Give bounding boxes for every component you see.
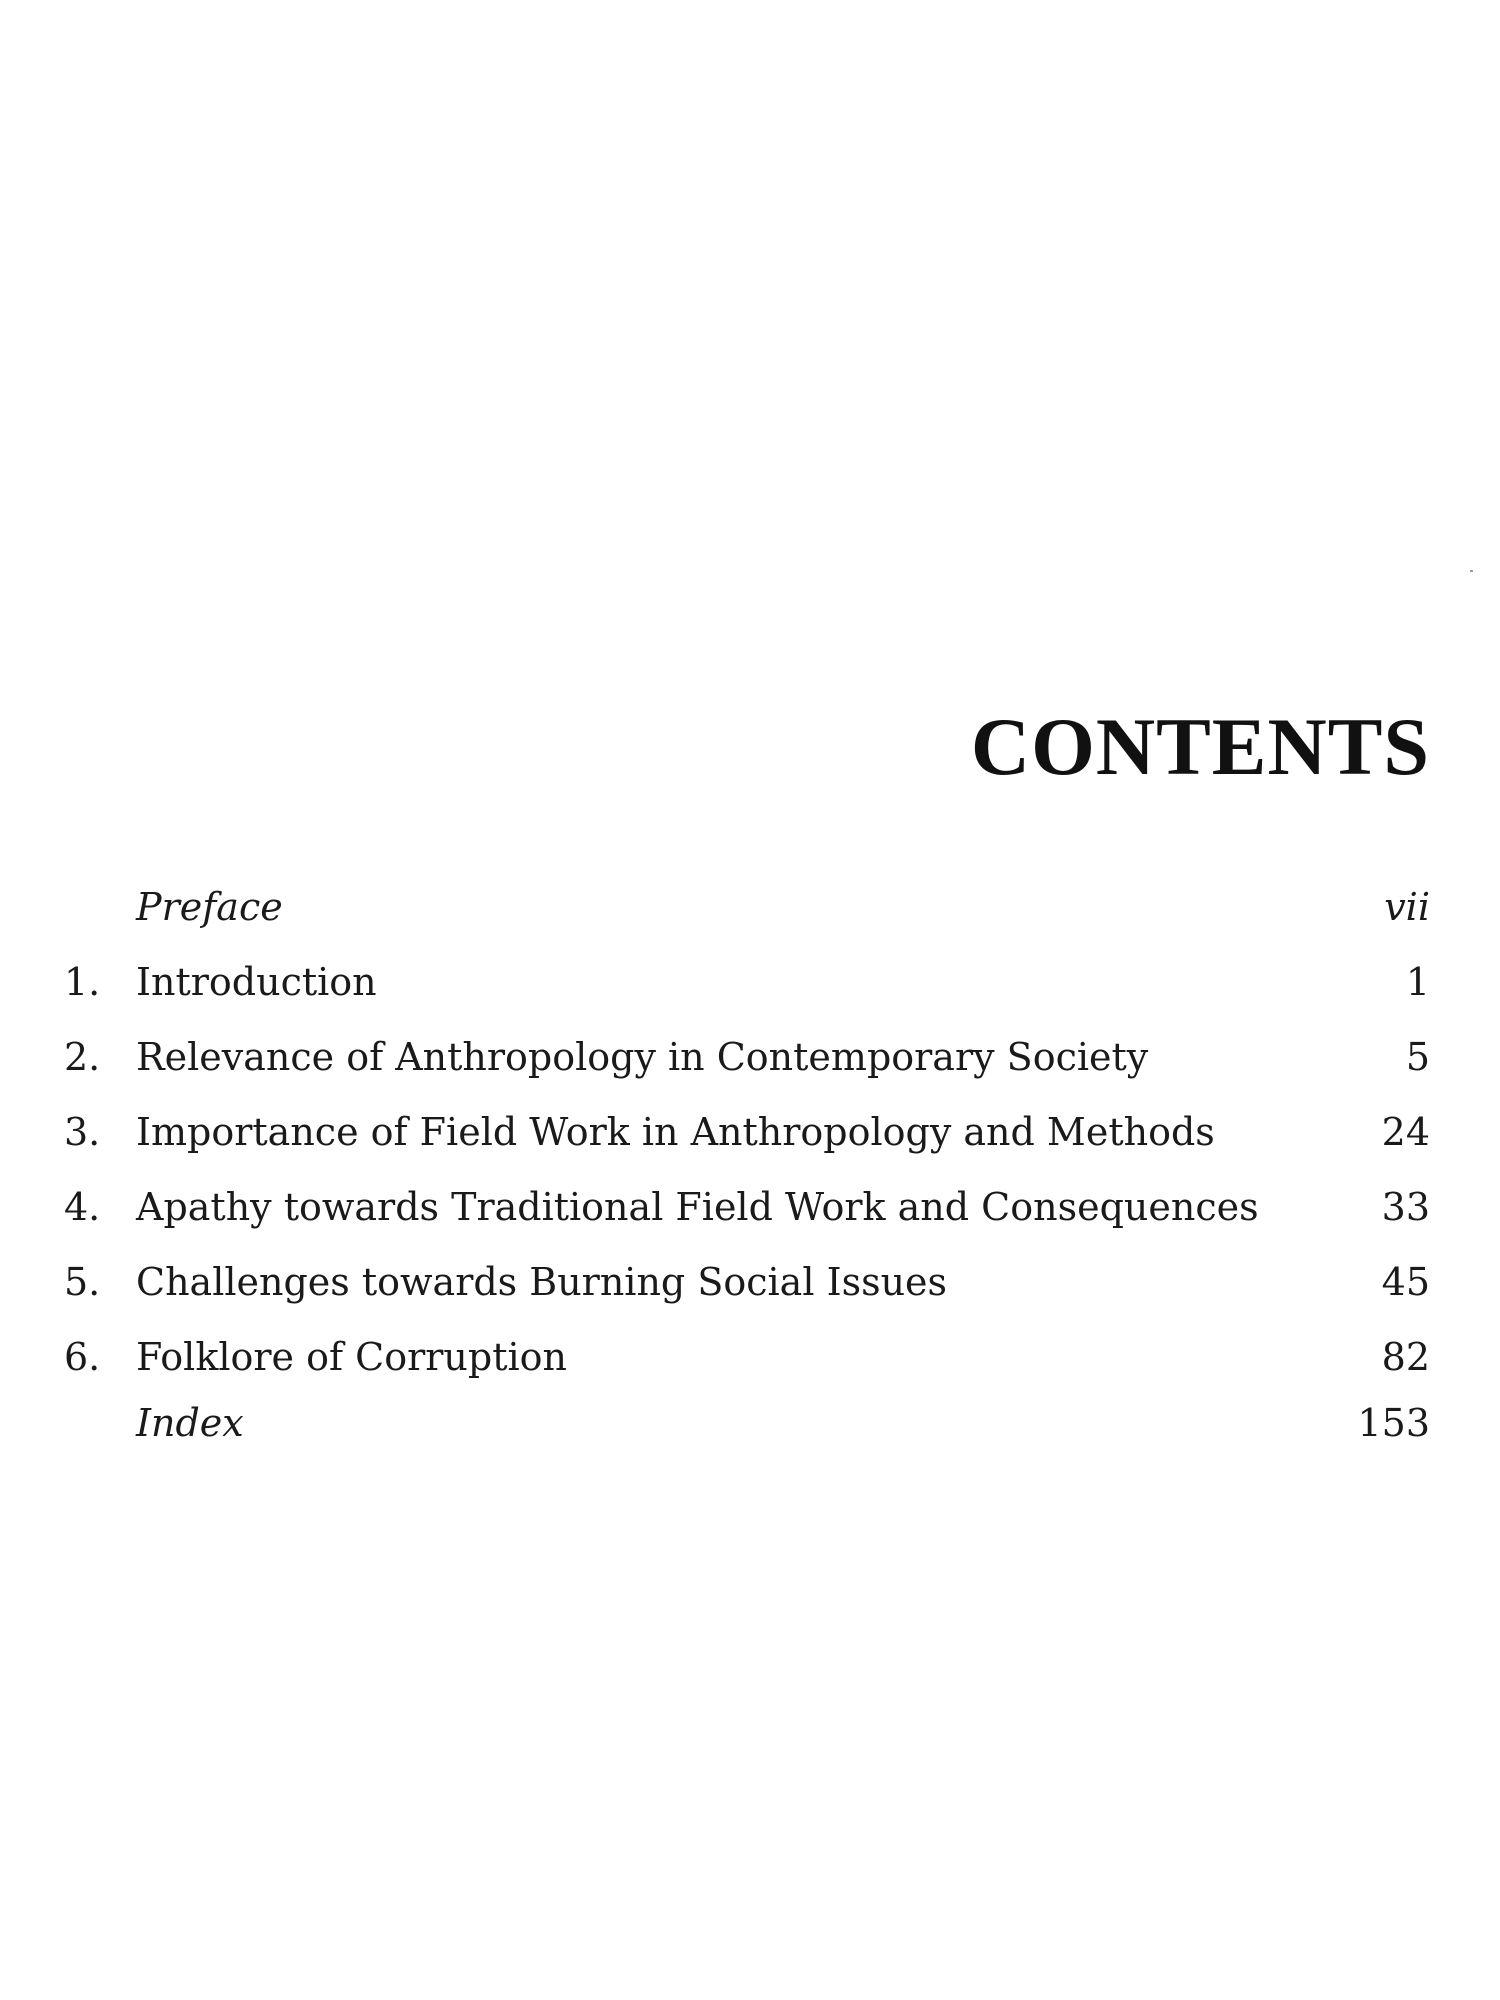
- toc-entry-number: 6.: [64, 1335, 101, 1379]
- toc-entry-1: [64, 945, 1430, 1020]
- toc-entry-page: 153: [1357, 1401, 1430, 1445]
- scan-speck: [1470, 570, 1473, 572]
- toc-entry-title: Importance of Field Work in Anthropology and Methods: [136, 1110, 1215, 1154]
- toc-entry-title: Apathy towards Traditional Field Work and Consequences: [136, 1185, 1259, 1229]
- page-title: CONTENTS: [970, 701, 1430, 792]
- toc-entry-page: vii: [1384, 885, 1430, 929]
- toc-entry-page: 45: [1381, 1260, 1430, 1304]
- toc-entry-number: 2.: [64, 1035, 101, 1079]
- toc-entry-title: Index: [136, 1401, 244, 1445]
- toc-entry-3: [64, 1095, 1430, 1170]
- toc-entry-index: [64, 1386, 1430, 1461]
- toc-entry-preface: [64, 870, 1430, 945]
- toc-entry-title: Relevance of Anthropology in Contemporary Society: [136, 1035, 1149, 1079]
- toc-entry-number: 4.: [64, 1185, 101, 1229]
- toc-entry-title: Folklore of Corruption: [136, 1335, 567, 1379]
- toc-entry-page: 33: [1381, 1185, 1430, 1229]
- toc-entry-number: 1.: [64, 960, 101, 1004]
- toc-entry-title: Introduction: [136, 960, 377, 1004]
- toc-entry-title: Challenges towards Burning Social Issues: [136, 1260, 948, 1304]
- toc-entry-4: [64, 1170, 1430, 1245]
- toc-entry-number: 3.: [64, 1110, 101, 1154]
- toc-entry-page: 5: [1405, 1035, 1430, 1079]
- toc-entry-page: 82: [1381, 1335, 1430, 1379]
- toc-entry-page: 1: [1405, 960, 1430, 1004]
- toc-entry-number: 5.: [64, 1260, 101, 1304]
- toc-entry-6: [64, 1320, 1430, 1386]
- toc-entry-title: Preface: [136, 885, 283, 929]
- toc-entry-2: [64, 1020, 1430, 1095]
- toc-entry-5: [64, 1245, 1430, 1320]
- table-of-contents: [64, 870, 1430, 1461]
- toc-entry-page: 24: [1381, 1110, 1430, 1154]
